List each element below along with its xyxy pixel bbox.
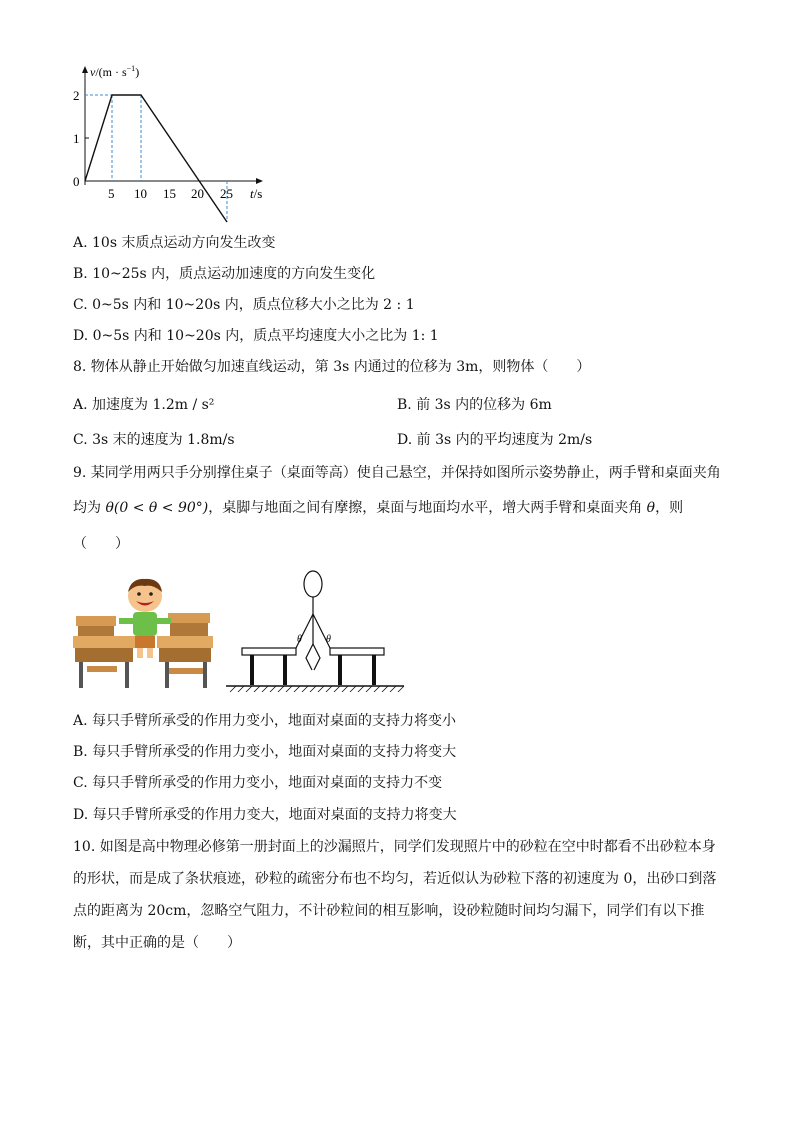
q9-option-d: D. 每只手臂所承受的作用力变大，地面对桌面的支持力将变大 [73,807,457,823]
x-tick-15: 15 [163,186,176,201]
q9-option-b: B. 每只手臂所承受的作用力变小，地面对桌面的支持力将变大 [73,744,457,760]
stick-figure-table-diagram [222,566,407,696]
x-tick-25: 25 [220,186,233,201]
q8-option-b: B. 前 3s 内的位移为 6m [397,397,552,413]
x-tick-10: 10 [134,186,147,201]
y-tick-1: 1 [73,131,80,146]
q10-stem-line4: 断，其中正确的是（ ） [73,935,241,951]
cartoon-boy-desks-illustration [73,578,213,690]
q9-stem-line1: 9. 某同学用两只手分别撑住桌子（桌面等高）使自己悬空，并保持如图所示姿势静止，两手臂和桌面夹角 [73,465,721,481]
q9-option-c: C. 每只手臂所承受的作用力变小，地面对桌面的支持力不变 [73,775,443,791]
q9-option-a: A. 每只手臂所承受的作用力变小，地面对桌面的支持力将变小 [73,713,457,729]
y-axis-arrow [82,66,88,73]
q8-stem: 8. 物体从静止开始做匀加速直线运动，第 3s 内通过的位移为 3m，则物体（ ） [73,359,591,375]
velocity-time-graph [62,58,282,228]
angle-theta-left: θ [297,634,302,645]
x-tick-20: 20 [191,186,204,201]
left-table-top [242,648,296,655]
q8-option-c: C. 3s 末的速度为 1.8m/s [73,432,235,448]
x-axis-arrow [256,178,263,184]
q9-stem-line2: 均为 θ(0 < θ < 90°)，桌脚与地面之间有摩擦，桌面与地面均水平，增大两手臂和桌面夹角 θ，则 [73,500,684,516]
y-axis-label: $v/(m \cdot s^{-1})$ [90,64,140,79]
velocity-curve [85,95,227,222]
q10-stem-line1: 10. 如图是高中物理必修第一册封面上的沙漏照片，同学们发现照片中的砂粒在空中时都看不出砂粒本身 [73,839,716,855]
q10-stem-line3: 点的距离为 20cm，忽略空气阻力，不计砂粒间的相互影响，设砂粒随时间均匀漏下，同学们有以下推 [73,903,705,919]
q7-option-a: A. 10s 末质点运动方向发生改变 [73,235,276,251]
y-tick-2: 2 [73,88,80,103]
q7-option-d: D. 0~5s 内和 10~20s 内，质点平均速度大小之比为 1: 1 [73,328,439,344]
q10-stem-line2: 的形状，而是成了条状痕迹，砂粒的疏密分布也不均匀，若近似认为砂粒下落的初速度为 0，出砂口到落 [73,871,717,887]
x-axis-label: t/s [250,186,263,201]
q7-option-b: B. 10~25s 内，质点运动加速度的方向发生变化 [73,266,376,282]
angle-theta-right: θ [326,634,331,645]
q8-option-d: D. 前 3s 内的平均速度为 2m/s [397,432,593,448]
q9-stem-line3: （ ） [73,536,129,552]
q8-option-a: A. 加速度为 1.2m / s² [73,397,215,413]
y-tick-0: 0 [73,174,80,189]
x-tick-5: 5 [108,186,115,201]
right-table-top [330,648,384,655]
q7-option-c: C. 0~5s 内和 10~20s 内，质点位移大小之比为 2 : 1 [73,297,415,313]
